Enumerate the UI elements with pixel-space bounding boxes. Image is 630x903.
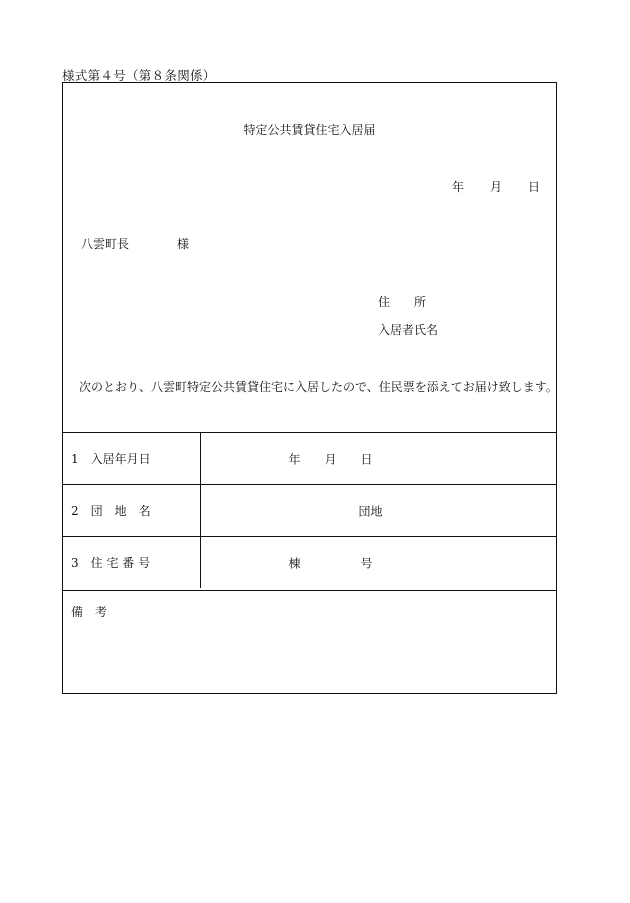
unit-number-label: 号 [360, 556, 373, 570]
complex-suffix-label: 団地 [358, 504, 383, 518]
form-number: 様式第４号（第８条関係） [62, 68, 216, 83]
year-label: 年 [451, 180, 464, 194]
notification-statement: 次のとおり、八雲町特定公共賃貸住宅に入居したので、住民票を添えてお届け致します。 [79, 380, 558, 394]
row-label-housing-number: 3 住 宅 番 号 [63, 537, 200, 589]
month-label: 月 [489, 180, 502, 194]
building-label: 棟 [288, 556, 301, 570]
addressee-honorific: 様 [177, 237, 190, 251]
form-title: 特定公共賃貸住宅入居届 [243, 123, 376, 137]
table-row [63, 433, 556, 485]
details-table [63, 432, 556, 588]
complex-name-field[interactable] [200, 485, 556, 537]
row-label-complex-name: 2 団 地 名 [63, 485, 200, 537]
row-label-move-in-date: 1 入居年月日 [63, 433, 200, 485]
remarks-label: 備 考 [71, 605, 108, 619]
addressee [81, 235, 189, 252]
table-row [63, 485, 556, 537]
submission-date [452, 178, 540, 195]
applicant-name-label: 入居者氏名 [378, 323, 439, 337]
day-label: 日 [527, 180, 540, 194]
move-in-date-field[interactable] [200, 433, 556, 485]
table-row [63, 537, 556, 589]
remarks-field[interactable] [63, 590, 556, 694]
move-in-year-label: 年 [288, 452, 301, 466]
applicant-address-label: 住 所 [378, 295, 427, 309]
move-in-notification-form [62, 82, 557, 694]
move-in-day-label: 日 [360, 452, 373, 466]
addressee-name: 八雲町長 [81, 237, 130, 251]
housing-number-field[interactable] [200, 537, 556, 589]
move-in-month-label: 月 [324, 452, 337, 466]
